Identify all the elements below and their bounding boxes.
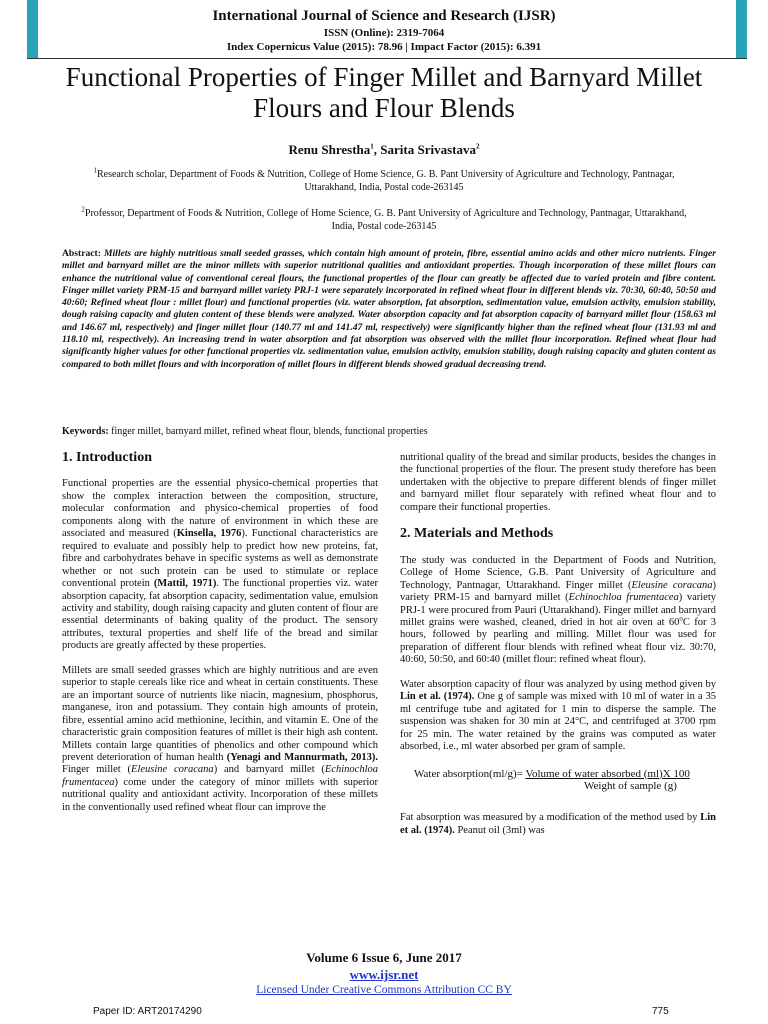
footer-volume: Volume 6 Issue 6, June 2017 bbox=[306, 950, 462, 965]
methods-p1-a: The study was conducted in the Department of Foods and Nutrition, College of Home Science, G.B. Pant University of Agriculture and Technology, Pantnagar, Uttarakhand. Finger millet ( bbox=[400, 554, 716, 591]
methods-paragraph-2 bbox=[400, 679, 716, 754]
intro-paragraph-2 bbox=[62, 665, 378, 814]
methods-p3-b: Peanut oil (3ml) was bbox=[454, 824, 545, 836]
intro-p1-c: . The functional properties viz. water absorption capacity, fat absorption capacity, sedimentation value, emulsion activity and stability, dough raising capacity and gluten content of flour are essential determinants of baking quality of the product. The sensory attributes, textural properties and shelf life of the bread and similar products are greatly affected by these properties. bbox=[62, 578, 378, 652]
affiliation-1 bbox=[70, 168, 698, 194]
affiliation-2-text: Professor, Department of Foods & Nutrition, College of Home Science, G. B. Pant University of Agriculture and Technology, Pantnagar, Uttarakhand, India, Postal code-263145 bbox=[84, 208, 687, 232]
intro-p2-b: Finger millet ( bbox=[62, 764, 132, 776]
methods-p2-a: Water absorption capacity of flour was analyzed by using method given by bbox=[400, 678, 716, 690]
page-number: 775 bbox=[652, 1006, 669, 1017]
citation-mattil: (Mattil, 1971) bbox=[153, 578, 217, 590]
footer-license-link[interactable]: Licensed Under Creative Commons Attribution CC BY bbox=[256, 984, 512, 996]
abstract-label: Abstract: bbox=[62, 248, 101, 259]
intro-p2-c: ) and barnyard millet ( bbox=[213, 764, 325, 776]
intro-heading: 1. Introduction bbox=[62, 450, 152, 465]
intro-paragraph-3: nutritional quality of the bread and similar products, besides the changes in the functional properties of the flour. The present study therefore has been undertaken with the objective to prepare different blends of finger millet and barnyard millet flour separately with refined wheat flour and to compare their functional properties. bbox=[400, 452, 716, 513]
methods-p1-c: ) variety PRJ-1 were procured from Pauri (Uttarakhand). Finger millet and barnyard millet grains were washed, cleaned, dried in hot air oven at 60 bbox=[400, 592, 716, 628]
abstract-text: Millets are highly nutritious small seeded grasses, which contain high amount of protein, fibre, essential amino acids and other micro nutrients. Finger millet and barnyard millet are the minor millets with superior nutritional qualities and antioxidant properties. Though incorporation of these millet flours can enhance the nutritional value of conventional cereal flours, the functional properties of the flour can greatly be affected due to varied protein and fibre content. Finger millet variety PRM-15 and barnyard millet variety PRJ-1 were separately incorporated in refined wheat flour in different blends viz. 70:30, 60:40, 50:50 and 40:60; Refined wheat flour : millet flour) and functional properties (viz. water absorption, fat absorption, sedimentation value, emulsion activity, emulsion stability, dough raising capacity and gluten content of these blends were analyzed. Water absorption capacity and fat absorption capacity of barnyard millet flour (158.63 ml and 146.67 ml, respectively) and finger millet flour (140.77 ml and 141.47 ml, respectively) were significantly higher than the refined wheat flour (131.93 ml and 118.10 ml, respectively). An increasing trend in water absorption and fat absorption was observed with the millet flour incorporation. Refined wheat flour had significantly higher values for other functional properties viz. sedimentation value, emulsion activity, emulsion stability, dough raising capacity and gluten content as compared to both millet flours and with incorporation of millet flours in different blends showed gradual decreasing trend. bbox=[62, 248, 717, 370]
methods-p1-d: C for 3 hours, followed by pearling and milling. Millet flour was used for preparation of different flour blends with refined wheat flour viz. 30:70, 40:60, 50:50, and 60:40 (millet flour: refined wheat flour). bbox=[400, 616, 717, 666]
author-sep: , bbox=[373, 142, 381, 157]
formula-denominator: Weight of sample (g) bbox=[584, 779, 677, 792]
methods-p2-b: One g of sample was mixed with 10 ml of water in a 35 ml centrifuge tube and agitated for 1 min to disperse the sample. The suspension was shaken for 30 min at 24°C, and centrifuged at 3700 rpm for 25 min. The water retained by the grains was computed as water absorbed, i.e., ml water absorbed per gram of sample. bbox=[400, 691, 717, 753]
author-2-sup: 2 bbox=[475, 142, 480, 151]
author-1-sup: 1 bbox=[370, 142, 374, 151]
author-2: Sarita Srivastava bbox=[380, 142, 476, 157]
methods-species-echinochloa: Echinochloa frumentacea bbox=[568, 592, 679, 604]
affiliation-1-text: Research scholar, Department of Foods & Nutrition, College of Home Science, G. B. Pant University of Agriculture and Technology, Pantnagar, Uttarakhand, India, Postal code-263145 bbox=[96, 169, 675, 193]
keywords bbox=[62, 426, 716, 437]
keywords-label: Keywords: bbox=[62, 426, 109, 437]
affiliation-2 bbox=[70, 207, 698, 233]
intro-p2-a: Millets are small seeded grasses which are highly nutritious and are even superior to staple cereals like rice and wheat in certain constituents. These are an important source of nutrients like niacin, magnesium, phosphorus, manganese, iron and potassium. They contain high amounts of protein, fibre, essential amino acid methionine, lecithin, and vitamin E. One of the characteristic grain composition features of millet is their high ash content. Millets contain large quantities of phenolics and other compound which prevent deterioration of human health bbox=[62, 664, 378, 763]
header-rule bbox=[27, 58, 747, 59]
methods-species-eleusine: Eleusine coracana bbox=[631, 579, 713, 591]
methods-heading: 2. Materials and Methods bbox=[400, 526, 554, 542]
citation-yenagi: (Yenagi and Mannurmath, 2013). bbox=[226, 751, 378, 763]
column-left bbox=[62, 452, 378, 826]
citation-lin-1: Lin et al. (1974). bbox=[400, 691, 475, 703]
author-list bbox=[0, 142, 768, 158]
journal-index: Index Copernicus Value (2015): 78.96 | Impact Factor (2015): 6.391 bbox=[226, 41, 542, 53]
formula-numerator: Volume of water absorbed (ml)X 100 bbox=[525, 767, 690, 780]
intro-p1-b: ). Functional characteristics are required to evaluate and possibly help to predict how new proteins, fat, fibre and carbohydrates behave in specific systems as well as demonstrate whether or not such protein can be used to stimulate or replace conventional protein bbox=[62, 528, 378, 590]
journal-issn: ISSN (Online): 2319-7064 bbox=[323, 27, 445, 39]
methods-p1-b: ) variety PRM-15 and barnyard millet ( bbox=[400, 579, 716, 604]
methods-paragraph-1 bbox=[400, 555, 716, 667]
footer-site-link[interactable]: www.ijsr.net bbox=[349, 967, 419, 982]
keywords-text: finger millet, barnyard millet, refined wheat flour, blends, functional properties bbox=[111, 426, 428, 437]
author-1: Renu Shrestha bbox=[288, 142, 371, 157]
paper-id: Paper ID: ART20174290 bbox=[93, 1006, 202, 1017]
abstract bbox=[62, 248, 716, 371]
intro-paragraph-1 bbox=[62, 478, 378, 652]
species-eleusine: Eleusine coracana bbox=[131, 764, 214, 776]
degree-sup: o bbox=[679, 614, 683, 623]
citation-lin-2: Lin et al. (1974). bbox=[400, 812, 716, 836]
methods-p3-a: Fat absorption was measured by a modification of the method used by bbox=[400, 812, 701, 824]
column-right bbox=[400, 452, 716, 849]
paper-title: Functional Properties of Finger Millet and Barnyard Millet Flours and Flour Blends bbox=[65, 62, 703, 123]
water-absorption-formula bbox=[414, 768, 716, 793]
affiliation-2-sup: 2 bbox=[81, 205, 85, 214]
species-echinochloa: Echinochloa frumentacea bbox=[62, 764, 378, 788]
intro-p1-a: Functional properties are the essential physico-chemical properties that show the complex interaction between the composition, structure, molecular conformation and physico-chemical properties of food components along with the nature of environment in which these are associated and measured ( bbox=[62, 478, 378, 540]
affiliation-1-sup: 1 bbox=[93, 166, 97, 175]
citation-kinsella: Kinsella, 1976 bbox=[176, 528, 242, 540]
methods-paragraph-3 bbox=[400, 812, 716, 837]
intro-p2-d: ) come under the category of minor millets with superior nutritional quality and antioxidant activity. Incorporation of these millets in the conventionally used refined wheat flour can improve the bbox=[62, 776, 378, 813]
journal-name: International Journal of Science and Research (IJSR) bbox=[212, 8, 556, 24]
formula-lhs: Water absorption(ml/g)= bbox=[414, 767, 526, 780]
